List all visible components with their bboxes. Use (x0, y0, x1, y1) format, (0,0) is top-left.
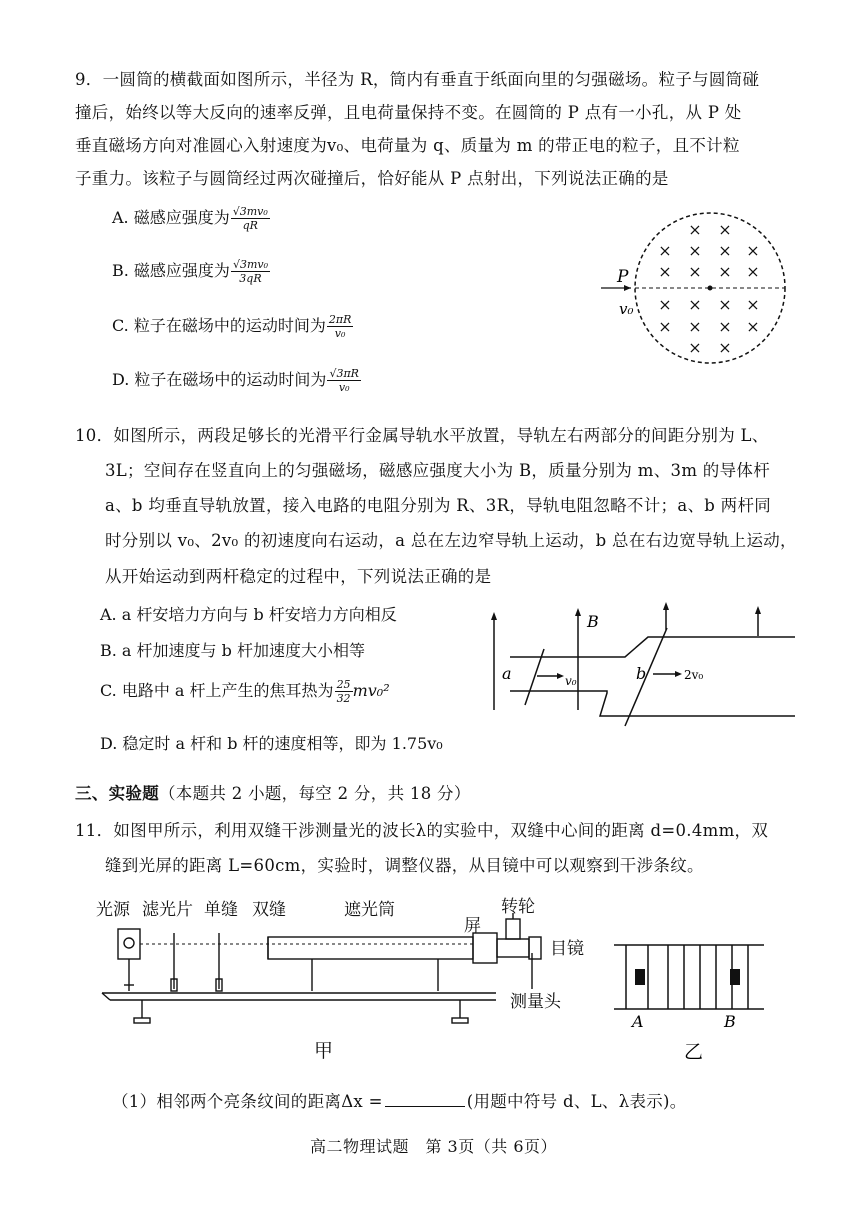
q11-sub1 (112, 1088, 687, 1112)
q9-line-4: 子重力。该粒子与圆筒经过两次碰撞后，恰好能从 P 点射出，下列说法正确的是 (75, 169, 669, 188)
center-dot (708, 286, 713, 291)
q10-option-c-text: C. 电路中 a 杆上产生的焦耳热为 (100, 681, 334, 700)
label-measuring-head: 测量头 (510, 992, 561, 1012)
label-jia: 甲 (314, 1040, 334, 1062)
label-yi: 乙 (684, 1041, 704, 1060)
page-footer: 高二物理试题 第 3页（共 6页） (309, 1137, 558, 1156)
label-tube: 遮光筒 (344, 900, 395, 920)
q11-apparatus-figure (92, 893, 602, 1063)
light-source-icon (118, 929, 140, 959)
fraction-denominator: v₀ (338, 381, 350, 394)
q10-line-4: 时分别以 v₀、2v₀ 的初速度向右运动，a 总在左边窄导轨上运动，b 总在右边宽导轨上运动， (105, 531, 797, 550)
section-heading (75, 780, 471, 804)
field-cross: × (746, 317, 760, 336)
label-field-b: B (587, 612, 599, 631)
fraction-numerator: 2πR (328, 313, 352, 326)
field-cross: × (658, 317, 672, 336)
q10-option-d: D. 稳定时 a 杆和 b 杆的速度相等，即为 1.75v₀ (100, 734, 443, 753)
q11-sub1-text: （1）相邻两个亮条纹间的距离Δx = (112, 1092, 383, 1111)
bulb-icon (124, 938, 134, 948)
field-cross: × (718, 338, 732, 357)
field-cross: × (688, 262, 702, 281)
upper-rail (510, 637, 795, 657)
q10-option-c-fraction (335, 678, 353, 705)
field-arrowhead (663, 602, 669, 610)
label-rod-b: b (636, 664, 647, 683)
q9-line-3: 垂直磁场方向对准圆心入射速度为v₀、电荷量为 q、质量为 m 的带正电的粒子，且不计粒 (75, 136, 740, 155)
q10-line-2: 3L；空间存在竖直向上的匀强磁场，磁感应强度大小为 B，质量分别为 m、3m 的导体杆 (105, 461, 771, 480)
q10-line-5: 从开始运动到两杆稳定的过程中，下列说法正确的是 (105, 567, 492, 586)
field-cross: × (718, 241, 732, 260)
q9-line-2: 撞后，始终以等大反向的速率反弹，且电荷量保持不变。在圆筒的 P 点有一小孔，从 P 处 (75, 103, 742, 122)
q9-line-1: 9．一圆筒的横截面如图所示，半径为 R，筒内有垂直于纸面向里的匀强磁场。粒子与圆筒碰 (75, 70, 760, 89)
q9-option-c (112, 313, 353, 340)
velocity-arrowhead (675, 671, 682, 677)
fraction-numerator: √3πR (329, 367, 359, 380)
section-title: 三、实验题 (75, 784, 159, 803)
screen-holder (473, 933, 497, 963)
q11-fringe-figure (608, 935, 768, 1060)
fraction-denominator: qR (242, 219, 258, 232)
label-p: P (617, 267, 629, 287)
field-cross: × (718, 262, 732, 281)
fraction-denominator: 32 (336, 692, 351, 705)
q9-option-d (112, 367, 361, 394)
label-2v0: 2v₀ (684, 668, 704, 682)
label-wheel: 转轮 (501, 897, 535, 917)
q11-line-1: 11．如图甲所示，利用双缝干涉测量光的波长λ的实验中，双缝中心间的距离 d=0.4mm，双 (75, 821, 769, 840)
q10-line-1: 10．如图所示，两段足够长的光滑平行金属导轨水平放置，导轨左右两部分的间距分别为 L、 (75, 426, 769, 445)
fraction-numerator: √3mv₀ (232, 205, 268, 218)
field-cross: × (688, 241, 702, 260)
field-cross: × (658, 295, 672, 314)
field-cross: × (718, 220, 732, 239)
q9-option-b (112, 258, 270, 285)
light-shield-tube (268, 937, 473, 959)
field-cross: × (746, 262, 760, 281)
q11-sub1-tail: (用题中符号 d、L、λ表示)。 (466, 1092, 687, 1111)
label-filter: 滤光片 (142, 900, 193, 920)
q10-option-a: A. a 杆安培力方向与 b 杆安培力方向相反 (100, 605, 397, 624)
label-eyepiece: 目镜 (550, 939, 584, 959)
bench-foot (452, 1018, 468, 1023)
cursor-mark-b (730, 969, 740, 985)
velocity-arrowhead (557, 673, 564, 679)
turn-wheel (506, 919, 520, 939)
field-cross: × (658, 241, 672, 260)
label-double-slit: 双缝 (252, 900, 286, 920)
q9-option-b-fraction (231, 258, 270, 285)
q10-option-c-suffix: mv₀² (352, 681, 390, 700)
fraction-numerator: √3mv₀ (232, 258, 268, 271)
q9-option-a (112, 205, 270, 232)
label-v0: v₀ (565, 674, 577, 688)
q9-option-d-fraction (327, 367, 361, 394)
field-cross: × (746, 295, 760, 314)
fraction-denominator: v₀ (334, 327, 346, 340)
field-cross: × (688, 220, 702, 239)
fraction-numerator: 25 (336, 678, 351, 691)
cursor-mark-a (635, 969, 645, 985)
q10-option-c (100, 678, 390, 705)
field-arrowhead (491, 612, 497, 620)
label-screen: 屏 (464, 916, 481, 936)
label-v0: v₀ (619, 300, 634, 318)
label-single-slit: 单缝 (204, 900, 238, 920)
field-cross: × (746, 241, 760, 260)
label-mark-a: A (632, 1012, 644, 1031)
label-light-source: 光源 (96, 900, 130, 920)
lower-rail (510, 691, 795, 716)
q11-line-2: 缝到光屏的距离 L=60cm，实验时，调整仪器，从目镜中可以观察到干涉条纹。 (105, 856, 704, 875)
q9-option-c-fraction (327, 313, 354, 340)
q10-rail-figure (480, 600, 800, 740)
label-rod-a: a (502, 664, 512, 683)
measuring-head-body (497, 939, 529, 957)
field-cross: × (688, 295, 702, 314)
q9-option-c-text: C. 粒子在磁场中的运动时间为 (112, 316, 326, 335)
q9-magnetic-field-figure (595, 210, 795, 370)
q10-line-3: a、b 均垂直导轨放置，接入电路的电阻分别为 R、3R，导轨电阻忽略不计；a、b 两杆同 (105, 496, 772, 515)
q10-option-b: B. a 杆加速度与 b 杆加速度大小相等 (100, 641, 365, 660)
q9-option-a-fraction (231, 205, 270, 232)
section-note: （本题共 2 小题，每空 2 分，共 18 分） (159, 784, 471, 803)
answer-blank[interactable] (385, 1106, 465, 1107)
optical-bench (102, 993, 110, 1000)
field-cross: × (718, 295, 732, 314)
field-cross: × (718, 317, 732, 336)
field-cross: × (658, 262, 672, 281)
field-cross: × (688, 317, 702, 336)
q9-option-b-text: B. 磁感应强度为 (112, 261, 230, 280)
field-arrowhead (575, 608, 581, 616)
q9-option-d-text: D. 粒子在磁场中的运动时间为 (112, 370, 327, 389)
bench-foot (134, 1018, 150, 1023)
q9-option-a-text: A. 磁感应强度为 (112, 208, 230, 227)
field-cross: × (688, 338, 702, 357)
label-mark-b: B (724, 1012, 736, 1031)
field-arrowhead (755, 606, 761, 614)
fraction-denominator: 3qR (239, 272, 262, 285)
eyepiece-icon (529, 937, 541, 959)
